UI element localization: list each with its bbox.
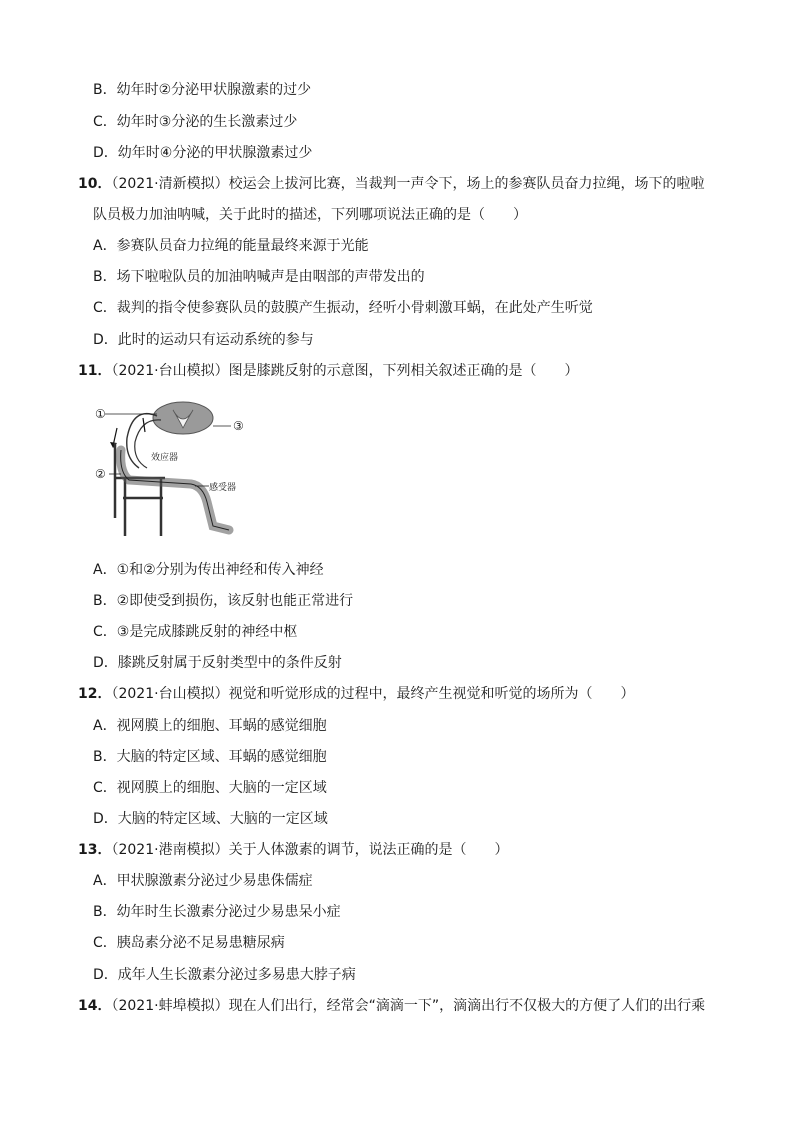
label-receptor: 感受器 <box>209 483 237 493</box>
question-10-stem <box>78 174 705 194</box>
question-14-stem <box>78 996 705 1016</box>
q11-option-d: D．膝跳反射属于反射类型中的条件反射 <box>93 655 342 671</box>
option-c-prev: C．幼年时③分泌的生长激素过少 <box>93 114 298 130</box>
question-13-stem <box>78 840 509 860</box>
q10-option-c: C．裁判的指令使参赛队员的鼓膜产生振动，经听小骨刺激耳蜗，在此处产生听觉 <box>93 300 593 316</box>
label-2: ② <box>95 467 106 481</box>
label-3: ③ <box>233 419 244 433</box>
q10-option-b: B．场下啦啦队员的加油呐喊声是由咽部的声带发出的 <box>93 269 425 285</box>
question-number: 11． <box>78 363 112 379</box>
q13-option-b: B．幼年时生长激素分泌过少易患呆小症 <box>93 904 341 920</box>
question-14-text: （2021·蚌埠模拟）现在人们出行，经常会“滴滴一下”，滴滴出行不仅极大的方便了人们的出行乘 <box>111 998 706 1014</box>
question-10-stem-cont: 队员极力加油呐喊，关于此时的描述，下列哪项说法正确的是（ ） <box>93 207 527 223</box>
q12-option-c: C．视网膜上的细胞、大脑的一定区域 <box>93 780 327 796</box>
question-13-text: （2021·港南模拟）关于人体激素的调节，说法正确的是（ ） <box>111 842 509 858</box>
q10-option-d: D．此时的运动只有运动系统的参与 <box>93 332 314 348</box>
option-b-prev: B．幼年时②分泌甲状腺激素的过少 <box>93 82 312 98</box>
option-d-prev: D．幼年时④分泌的甲状腺激素过少 <box>93 145 313 161</box>
q10-option-a: A．参赛队员奋力拉绳的能量最终来源于光能 <box>93 238 369 254</box>
q11-option-b: B．②即使受到损伤，该反射也能正常进行 <box>93 593 354 609</box>
q12-option-d: D．大脑的特定区域、大脑的一定区域 <box>93 811 328 827</box>
q11-option-a: A．①和②分别为传出神经和传入神经 <box>93 562 324 578</box>
question-number: 10． <box>78 176 112 192</box>
q12-option-a: A．视网膜上的细胞、耳蜗的感觉细胞 <box>93 718 327 734</box>
label-1: ① <box>95 407 106 421</box>
question-11-stem <box>78 361 579 381</box>
question-12-text: （2021·台山模拟）视觉和听觉形成的过程中，最终产生视觉和听觉的场所为（ ） <box>111 686 635 702</box>
question-12-stem <box>78 684 635 704</box>
q11-option-c: C．③是完成膝跳反射的神经中枢 <box>93 624 298 640</box>
label-effector: 效应器 <box>151 453 179 463</box>
question-number: 14． <box>78 998 112 1014</box>
question-number: 12． <box>78 686 112 702</box>
question-11-text: （2021·台山模拟）图是膝跳反射的示意图，下列相关叙述正确的是（ ） <box>111 363 579 379</box>
spinal-cord-shape <box>153 402 213 434</box>
q13-option-c: C．胰岛素分泌不足易患糖尿病 <box>93 935 285 951</box>
question-10-text: （2021·清新模拟）校运会上拔河比赛，当裁判一声令下，场上的参赛队员奋力拉绳，场下的啦啦 <box>111 176 705 192</box>
q12-option-b: B．大脑的特定区域、耳蜗的感觉细胞 <box>93 749 327 765</box>
question-number: 13． <box>78 842 112 858</box>
q13-option-d: D．成年人生长激素分泌过多易患大脖子病 <box>93 967 356 983</box>
q13-option-a: A．甲状腺激素分泌过少易患侏儒症 <box>93 873 313 889</box>
knee-jerk-reflex-figure <box>95 398 255 540</box>
